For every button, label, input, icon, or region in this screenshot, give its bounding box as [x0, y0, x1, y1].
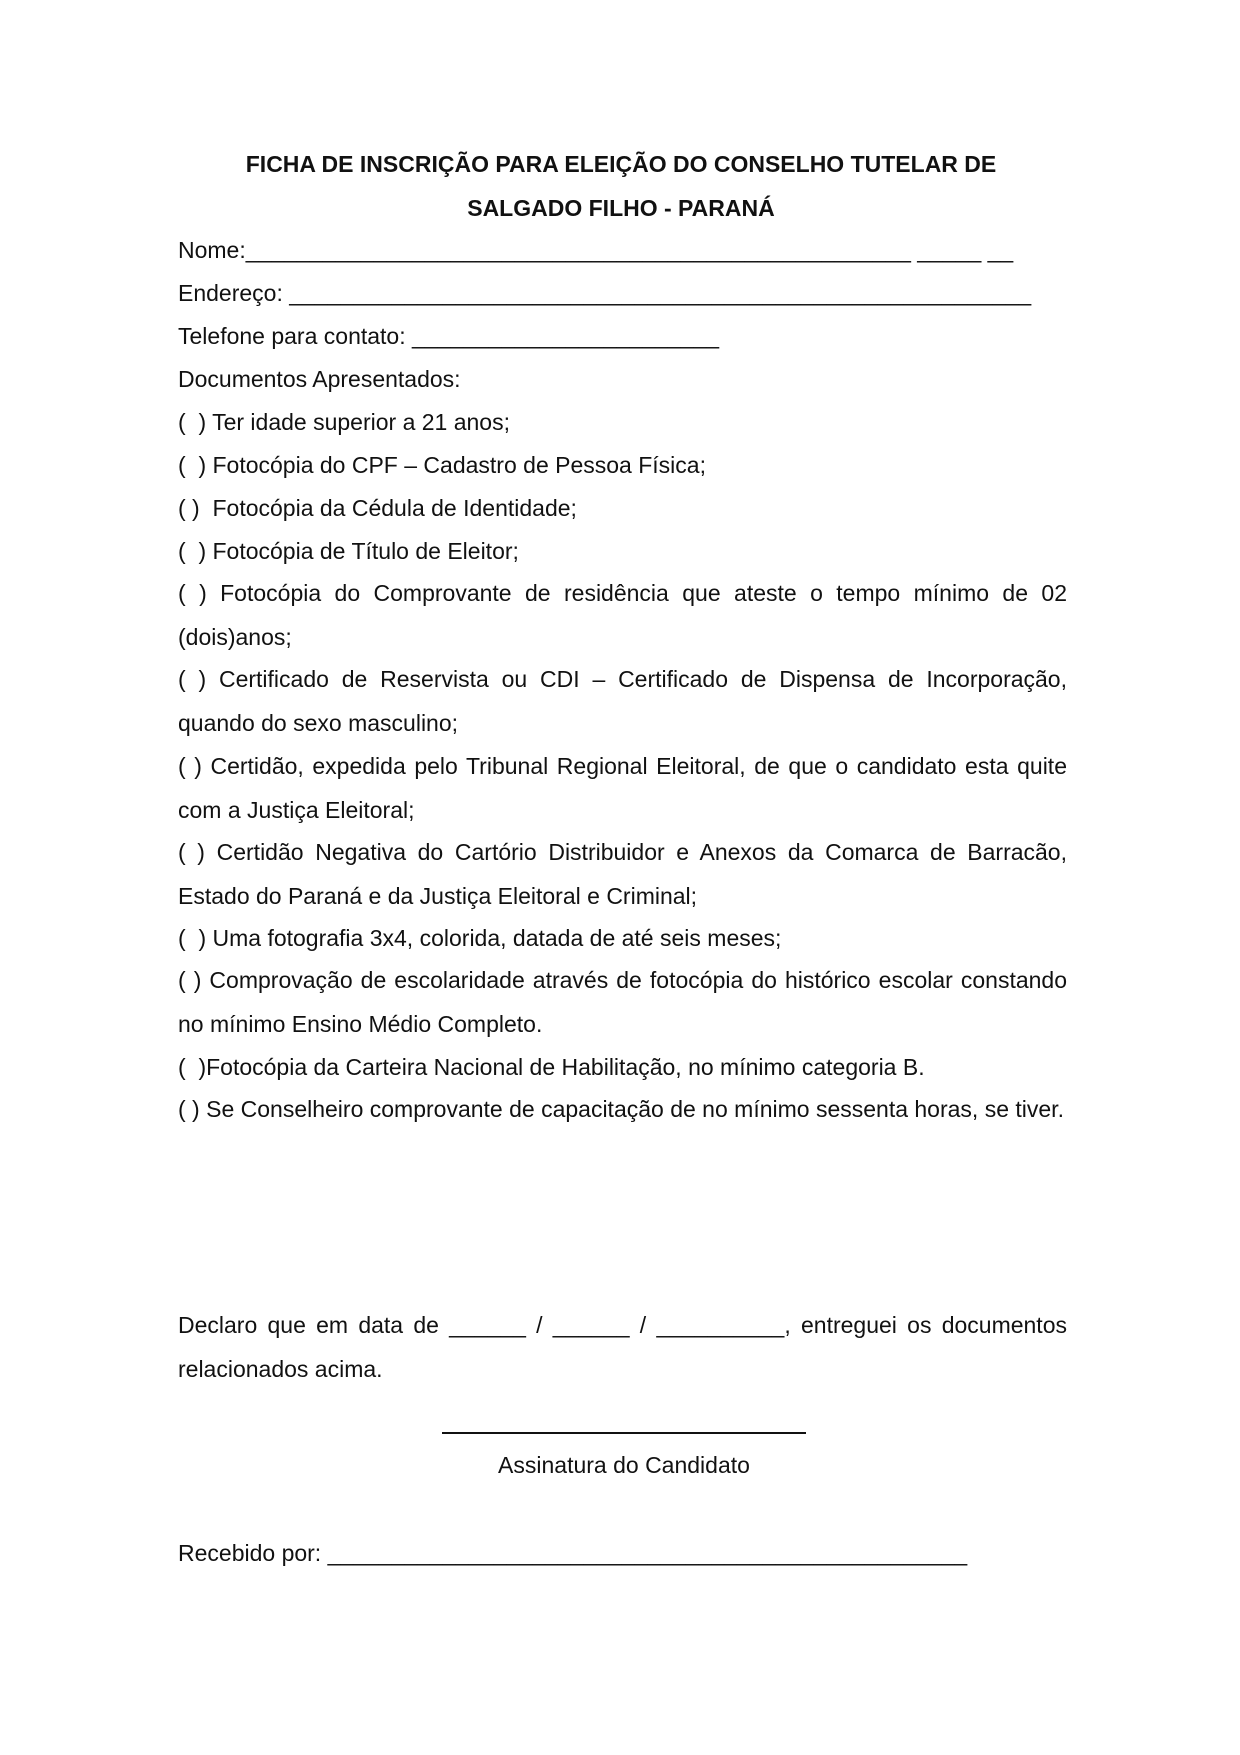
checklist-item-residencia[interactable]: ( ) Fotocópia do Comprovante de residência que ateste o tempo mínimo de 02 (dois)anos;: [178, 580, 1067, 650]
checklist-item-titulo-eleitor[interactable]: ( ) Fotocópia de Título de Eleitor;: [178, 538, 519, 564]
title-line-2: SALGADO FILHO - PARANÁ: [467, 194, 775, 221]
checklist-item-cpf[interactable]: ( ) Fotocópia do CPF – Cadastro de Pessoa Física;: [178, 452, 706, 478]
checklist-item-idade[interactable]: ( ) Ter idade superior a 21 anos;: [178, 409, 510, 435]
received-by-field[interactable]: Recebido por: __________________________________________________: [178, 1540, 968, 1566]
checklist-item-fotografia[interactable]: ( ) Uma fotografia 3x4, colorida, datada de até seis meses;: [178, 925, 782, 951]
checklist-item-habilitacao[interactable]: ( )Fotocópia da Carteira Nacional de Habilitação, no mínimo categoria B.: [178, 1054, 925, 1080]
declaration-text[interactable]: Declaro que em data de ______ / ______ / __________, entreguei os documentos relacionados acima.: [178, 1312, 1067, 1382]
checklist-item-identidade[interactable]: ( ) Fotocópia da Cédula de Identidade;: [178, 495, 577, 521]
signature-caption: Assinatura do Candidato: [498, 1452, 750, 1478]
title-line-1: FICHA DE INSCRIÇÃO PARA ELEIÇÃO DO CONSELHO TUTELAR DE: [245, 151, 997, 177]
endereco-field[interactable]: Endereço: __________________________________________________________: [178, 280, 1032, 306]
documentos-heading: Documentos Apresentados:: [178, 366, 461, 392]
checklist-item-capacitacao[interactable]: ( ) Se Conselheiro comprovante de capacitação de no mínimo sessenta horas, se tiver.: [178, 1096, 1064, 1122]
checklist-item-certidao-tre[interactable]: ( ) Certidão, expedida pelo Tribunal Regional Eleitoral, de que o candidato esta quite com a Justiça Eleitoral;: [178, 753, 1067, 823]
signature-line[interactable]: [442, 1432, 806, 1434]
nome-field[interactable]: Nome:____________________________________________________ _____ __: [178, 237, 1014, 263]
telefone-field[interactable]: Telefone para contato: ________________________: [178, 323, 719, 349]
checklist-item-certidao-negativa[interactable]: ( ) Certidão Negativa do Cartório Distribuidor e Anexos da Comarca de Barracão, Estado do Paraná e da Justiça Eleitoral e Criminal;: [178, 839, 1067, 909]
checklist-item-escolaridade[interactable]: ( ) Comprovação de escolaridade através de fotocópia do histórico escolar constando no mínimo Ensino Médio Completo.: [178, 967, 1067, 1037]
page-title: [178, 143, 1064, 230]
checklist-item-reservista[interactable]: ( ) Certificado de Reservista ou CDI – Certificado de Dispensa de Incorporação, quando do sexo masculino;: [178, 666, 1067, 736]
